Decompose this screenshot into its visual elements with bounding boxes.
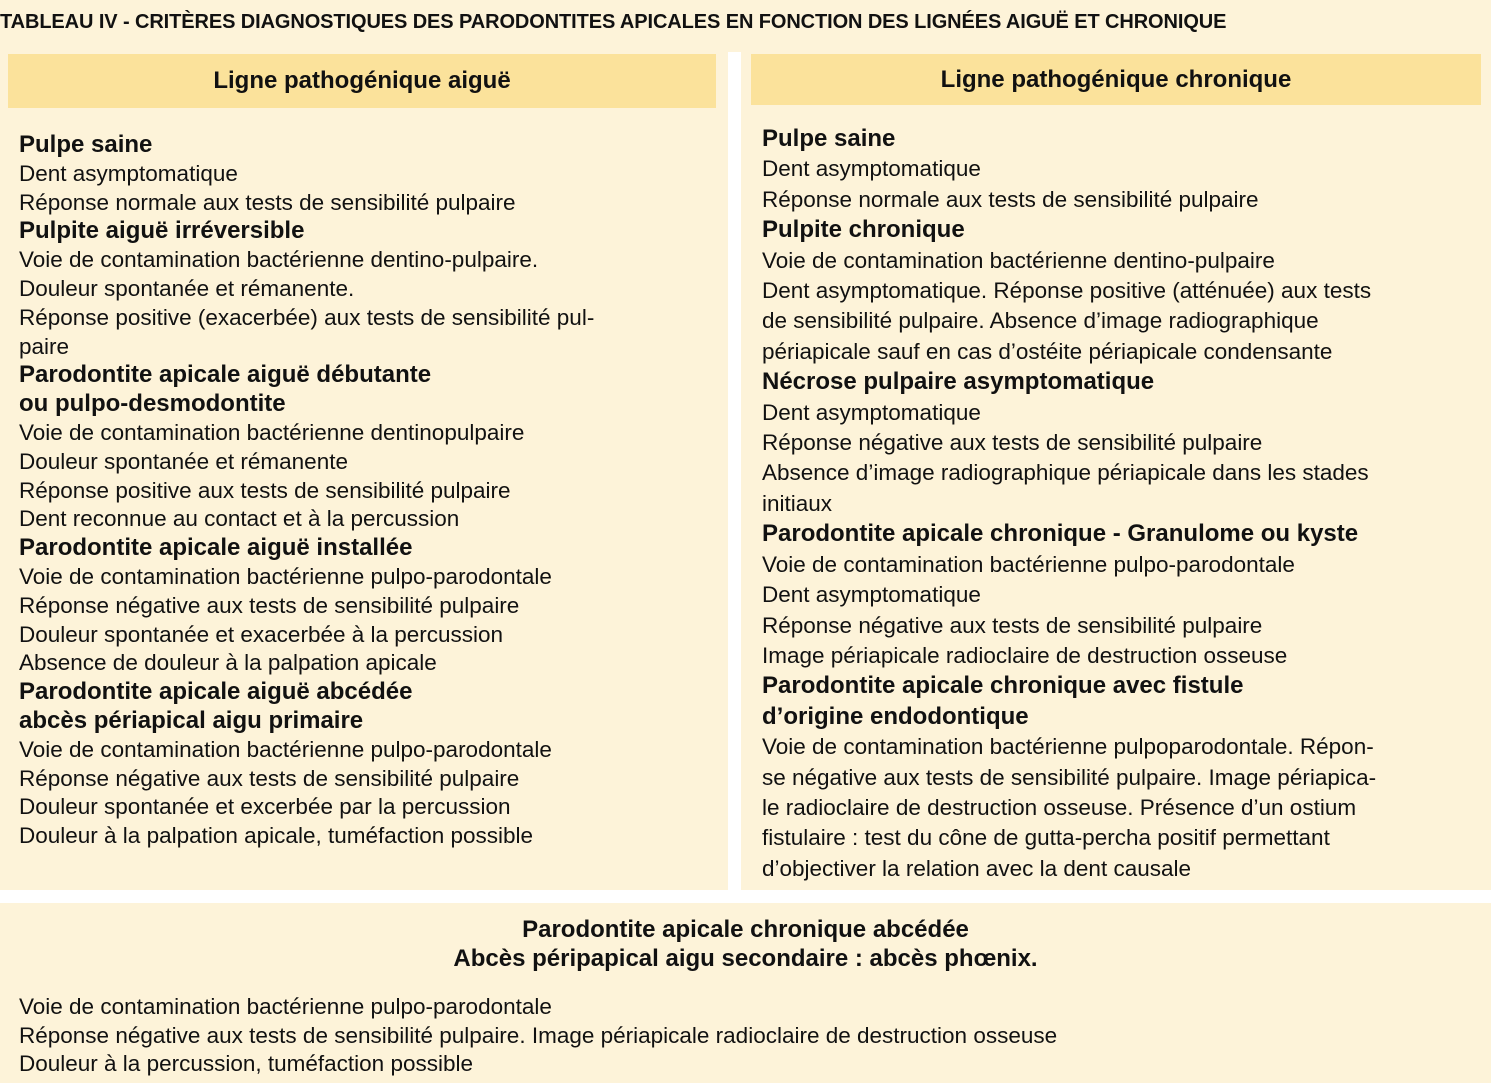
left-section bbox=[19, 534, 719, 678]
right-section-title: Parodontite apicale chronique - Granulome ou kyste bbox=[762, 520, 1359, 548]
right-section-line: le radioclaire de destruction osseuse. Présence d’un ostium bbox=[762, 794, 1357, 820]
right-section-line: Dent asymptomatique bbox=[762, 582, 981, 608]
left-section-line: Voie de contamination bactérienne dentinopulpaire bbox=[19, 419, 525, 445]
bottom-section bbox=[0, 903, 1491, 1083]
left-section-line: Dent reconnue au contact et à la percussion bbox=[19, 506, 460, 532]
right-column-header: Ligne pathogénique chronique bbox=[751, 54, 1481, 105]
right-section bbox=[762, 671, 1477, 884]
right-section-line: périapicale sauf en cas d’ostéite périapicale condensante bbox=[762, 338, 1333, 364]
table-title: TABLEAU IV - CRITÈRES DIAGNOSTIQUES DES PARODONTITES APICALES EN FONCTION DES LIGNÉES AIGUË ET CHRONIQUE bbox=[0, 11, 1227, 33]
left-section-line: Réponse négative aux tests de sensibilité pulpaire bbox=[19, 765, 520, 791]
left-section-line: Douleur spontanée et rémanente. bbox=[19, 275, 355, 301]
right-section-line: d’objectiver la relation avec la dent causale bbox=[762, 855, 1192, 881]
right-section-line: Dent asymptomatique. Réponse positive (atténuée) aux tests bbox=[762, 278, 1372, 304]
left-column-body bbox=[19, 131, 719, 851]
right-section-line: Voie de contamination bactérienne pulpoparodontale. Répon- bbox=[762, 734, 1374, 760]
left-section-line: Douleur à la palpation apicale, tuméfaction possible bbox=[19, 823, 534, 849]
column-divider bbox=[728, 52, 741, 890]
right-section-title: Pulpe saine bbox=[762, 125, 896, 152]
bottom-section-title bbox=[0, 915, 1491, 973]
right-section-title: Nécrose pulpaire asymptomatique bbox=[762, 368, 1155, 396]
right-section-title: Pulpite chronique bbox=[762, 216, 965, 244]
left-section-line: Douleur spontanée et rémanente bbox=[19, 448, 348, 474]
right-section-line: Réponse négative aux tests de sensibilité pulpaire bbox=[762, 430, 1263, 456]
left-section-line: Douleur spontanée et excerbée par la percussion bbox=[19, 794, 511, 820]
left-section-line: Réponse négative aux tests de sensibilité pulpaire bbox=[19, 592, 520, 618]
left-section bbox=[19, 678, 719, 851]
left-section bbox=[19, 361, 719, 534]
left-section-title: Pulpite aiguë irréversible bbox=[19, 217, 305, 245]
right-section-line: fistulaire : test du cône de gutta-percha positif permettant bbox=[762, 825, 1330, 851]
right-section bbox=[762, 519, 1477, 671]
left-section-title: Parodontite apicale aiguë abcédée abcès périapical aigu primaire bbox=[19, 678, 413, 734]
left-section-line: Absence de douleur à la palpation apicale bbox=[19, 650, 437, 676]
right-section-line: Dent asymptomatique bbox=[762, 399, 981, 425]
bottom-section-line: Voie de contamination bactérienne pulpo-parodontale bbox=[19, 994, 552, 1019]
left-column-header: Ligne pathogénique aiguë bbox=[8, 54, 716, 108]
right-section bbox=[762, 367, 1477, 519]
right-section-title: Parodontite apicale chronique avec fistule d’origine endodontique bbox=[762, 672, 1244, 730]
left-section-line: Voie de contamination bactérienne pulpo-parodontale bbox=[19, 736, 552, 762]
bottom-title-line: Abcès péripapical aigu secondaire : abcès phœnix. bbox=[453, 945, 1038, 972]
left-section-title: Parodontite apicale aiguë installée bbox=[19, 534, 413, 562]
left-section-title: Parodontite apicale aiguë débutante ou pulpo-desmodontite bbox=[19, 361, 432, 418]
right-section bbox=[762, 124, 1477, 215]
bottom-section-body bbox=[19, 993, 1479, 1079]
left-section bbox=[19, 131, 719, 217]
right-section-line: Réponse négative aux tests de sensibilité pulpaire bbox=[762, 612, 1263, 638]
left-section-line: Réponse positive aux tests de sensibilité pulpaire bbox=[19, 477, 511, 503]
right-section-line: Voie de contamination bactérienne dentino-pulpaire bbox=[762, 247, 1275, 273]
right-section bbox=[762, 215, 1477, 367]
bottom-section-line: Douleur à la percussion, tuméfaction possible bbox=[19, 1051, 473, 1076]
right-section-line: se négative aux tests de sensibilité pulpaire. Image périapica- bbox=[762, 764, 1377, 790]
right-column-body bbox=[762, 124, 1477, 884]
left-section-line: Réponse normale aux tests de sensibilité pulpaire bbox=[19, 189, 516, 215]
right-section-line: Image périapicale radioclaire de destruction osseuse bbox=[762, 642, 1288, 668]
right-section-line: Dent asymptomatique bbox=[762, 156, 981, 182]
left-section-line: Voie de contamination bactérienne dentino-pulpaire. bbox=[19, 247, 539, 273]
left-section-line: Réponse positive (exacerbée) aux tests de sensibilité pul- bbox=[19, 304, 595, 330]
bottom-section-line: Réponse négative aux tests de sensibilité pulpaire. Image périapicale radioclaire de destruction osseuse bbox=[19, 1022, 1058, 1048]
left-section-line: paire bbox=[19, 333, 70, 359]
right-section-line: Réponse normale aux tests de sensibilité pulpaire bbox=[762, 186, 1259, 212]
left-section-title: Pulpe saine bbox=[19, 131, 153, 158]
right-section-line: de sensibilité pulpaire. Absence d’image radiographique bbox=[762, 308, 1319, 334]
right-section-line: Voie de contamination bactérienne pulpo-parodontale bbox=[762, 551, 1295, 577]
left-section-line: Dent asymptomatique bbox=[19, 160, 238, 186]
row-divider bbox=[0, 890, 1491, 903]
right-section-line: Absence d’image radiographique périapicale dans les stades bbox=[762, 460, 1369, 486]
left-section-line: Douleur spontanée et exacerbée à la percussion bbox=[19, 621, 504, 647]
bottom-title-line: Parodontite apicale chronique abcédée bbox=[522, 916, 969, 943]
right-section-line: initiaux bbox=[762, 490, 833, 516]
left-section bbox=[19, 217, 719, 361]
left-section-line: Voie de contamination bactérienne pulpo-parodontale bbox=[19, 563, 552, 589]
